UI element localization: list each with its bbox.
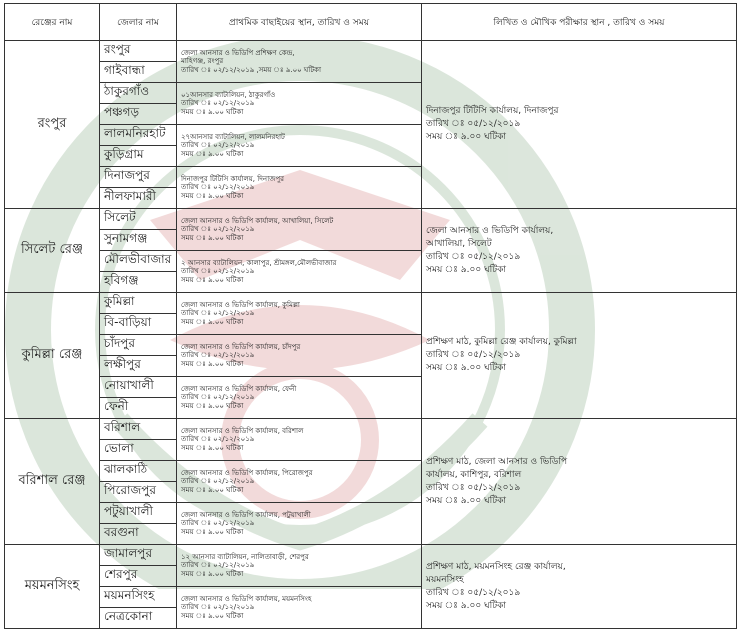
prelim-venue-line: জেলা আনসার ও ভিডিপি কার্যালয়, পটুয়াখালী bbox=[181, 510, 311, 519]
district-name: শেরপুর bbox=[100, 566, 177, 587]
prelim-venue-line: তারিখ ঃ ০২/১২/২০১৯ bbox=[181, 99, 255, 108]
prelim-venue-line: জেলা আনসার ও ভিডিপি কার্যালয়, পিরোজপুর bbox=[181, 468, 313, 477]
district-name: ময়মনসিংহ bbox=[100, 587, 177, 608]
prelim-venue-line: ১২ আনসার ব্যাটালিয়ন, নালিতাবাড়ী, শেরপুর bbox=[181, 552, 309, 561]
header-district-name: জেলার নাম bbox=[100, 4, 177, 41]
district-name: রংপুর bbox=[100, 41, 177, 62]
prelim-venue-cell bbox=[177, 419, 422, 461]
district-name: বি-বাড়িয়া bbox=[100, 314, 177, 335]
prelim-venue-line: তারিখ ঃ ০২/১২/২০১৯ bbox=[181, 393, 255, 402]
prelim-venue-cell bbox=[177, 461, 422, 503]
prelim-venue-line: তারিখ ঃ ০২/১২/২০১৯ bbox=[181, 603, 255, 612]
district-name: পিরোজপুর bbox=[100, 482, 177, 503]
district-name: চাঁদপুর bbox=[100, 335, 177, 356]
prelim-venue-line: তারিখ ঃ ০২/১২/২০১৯ bbox=[181, 267, 255, 276]
prelim-venue-line: সময় ঃ ৯.০০ ঘটিকা bbox=[181, 485, 244, 494]
written-venue-line: তারিখ ঃ ০৫/১২/২০১৯ bbox=[426, 251, 521, 262]
prelim-venue-line: ২৭আনসার ব্যাটালিয়ন, লালমনিরহাট bbox=[181, 132, 285, 141]
district-name: ভোলা bbox=[100, 440, 177, 461]
prelim-venue-line: মাহিগঞ্জ, রংপুর bbox=[181, 57, 224, 66]
written-venue-cell bbox=[422, 545, 737, 629]
district-name: বরগুনা bbox=[100, 524, 177, 545]
written-venue-line: প্রশিক্ষণ মাঠ, জেলা আনসার ও ভিডিপি bbox=[426, 456, 568, 467]
district-name: মৌলভীবাজার bbox=[100, 251, 177, 272]
district-name: লক্ষীপুর bbox=[100, 356, 177, 377]
prelim-venue-line: তারিখ ঃ ০২/১২/২০১৯ bbox=[181, 351, 255, 360]
written-venue-line: সময় ঃ ৯.০০ ঘটিকা bbox=[426, 363, 507, 373]
table-header-row bbox=[5, 4, 737, 41]
written-venue-line: সময় ঃ ৯.০০ ঘটিকা bbox=[426, 132, 507, 142]
exam-schedule-table bbox=[4, 3, 737, 629]
prelim-venue-line: তারিখ ঃ ০২/১২/২০১৯ bbox=[181, 309, 255, 318]
written-venue-line: ময়মনসিংহ bbox=[426, 574, 464, 585]
prelim-venue-line: সময় ঃ ৯.০০ ঘটিকা bbox=[181, 149, 244, 158]
prelim-venue-cell bbox=[177, 83, 422, 125]
written-venue-line: তারিখ ঃ ০৫/১২/২০১৯ bbox=[426, 119, 521, 129]
prelim-venue-line: সময় ঃ ৯.০০ ঘটিকা bbox=[181, 611, 244, 620]
prelim-venue-line: সময় ঃ ৯.০০ ঘটিকা bbox=[181, 569, 244, 578]
district-name: বরিশাল bbox=[100, 419, 177, 440]
prelim-venue-cell bbox=[177, 209, 422, 251]
prelim-venue-line: তারিখ ঃ ০২/১২/২০১৯ bbox=[181, 183, 255, 192]
prelim-venue-line: তারিখ ঃ ০২/১২/২০১৯ bbox=[181, 519, 255, 528]
district-name: ঝালকাঠি bbox=[100, 461, 177, 482]
district-name: নেত্রকোনা bbox=[100, 608, 177, 629]
written-venue-line: জেলা আনসার ও ভিডিপি কার্যালয়, bbox=[426, 225, 554, 236]
prelim-venue-line: সময় ঃ ৯.০০ ঘটিকা bbox=[181, 317, 244, 326]
table-row bbox=[5, 293, 737, 314]
prelim-venue-cell bbox=[177, 587, 422, 629]
written-venue-line: সময় ঃ ৯.০০ ঘটিকা bbox=[426, 495, 507, 506]
prelim-venue-line: সময় ঃ ৯.০০ ঘটিকা bbox=[181, 527, 244, 536]
header-written-venue: লিখিত ও মৌখিক পরীক্ষার স্থান , তারিখ ও সময় bbox=[422, 4, 737, 41]
written-venue-line: সময় ঃ ৯.০০ ঘটিকা bbox=[426, 264, 507, 275]
district-name: নীলফামারী bbox=[100, 188, 177, 209]
table-body bbox=[5, 41, 737, 629]
prelim-venue-line: জেলা আনসার ও ভিডিপি কার্যালয়, ময়মনসিংহ bbox=[181, 594, 312, 603]
prelim-venue-line: সময় ঃ ৯.০০ ঘটিকা bbox=[181, 275, 244, 284]
prelim-venue-line: ০১আনসার ব্যাটালিয়ন, ঠাকুরগাঁও bbox=[181, 90, 276, 99]
prelim-venue-line: জেলা আনসার ও ভিডিপি কার্যালয়, বরিশাল bbox=[181, 426, 304, 435]
prelim-venue-cell bbox=[177, 41, 422, 83]
written-venue-line: তারিখ ঃ ০৫/১২/২০১৯ bbox=[426, 587, 521, 598]
table-row bbox=[5, 209, 737, 230]
written-venue-line: দিনাজপুর টিটিসি কার্যালয়, দিনাজপুর bbox=[426, 106, 559, 116]
written-venue-line: সময় ঃ ৯.০০ ঘটিকা bbox=[426, 600, 507, 611]
range-name: কুমিল্লা রেঞ্জ bbox=[5, 293, 100, 419]
district-name: সিলেট bbox=[100, 209, 177, 230]
district-name: সুনামগঞ্জ bbox=[100, 230, 177, 251]
district-name: হবিগঞ্জ bbox=[100, 272, 177, 293]
prelim-venue-line: জেলা আনসার ও ভিডিপি কার্যালয়, চাঁদপুর bbox=[181, 342, 301, 351]
prelim-venue-cell bbox=[177, 335, 422, 377]
table-row bbox=[5, 41, 737, 62]
prelim-venue-cell bbox=[177, 377, 422, 419]
district-name: কুড়িগ্রাম bbox=[100, 146, 177, 167]
table-row bbox=[5, 419, 737, 440]
district-name: লালমনিরহাট bbox=[100, 125, 177, 146]
prelim-venue-line: জেলা আনসার ও ভিডিপি কার্যালয়, কুমিল্লা bbox=[181, 300, 300, 309]
prelim-venue-cell bbox=[177, 251, 422, 293]
prelim-venue-line: তারিখ ঃ ০২/১২/২০১৯ bbox=[181, 477, 255, 486]
district-name: দিনাজপুর bbox=[100, 167, 177, 188]
range-name: বরিশাল রেঞ্জ bbox=[5, 419, 100, 545]
district-name: পঞ্চগড় bbox=[100, 104, 177, 125]
written-venue-line: প্রশিক্ষণ মাঠ, কুমিল্লা রেঞ্জ কার্যালয়, কুমিল্লা bbox=[426, 337, 577, 347]
district-name: গাইবান্ধা bbox=[100, 62, 177, 83]
table-row bbox=[5, 545, 737, 566]
prelim-venue-line: সময় ঃ ৯.০০ ঘটিকা bbox=[181, 233, 244, 242]
range-name: সিলেট রেঞ্জ bbox=[5, 209, 100, 293]
header-prelim-venue: প্রাথমিক বাছাইয়ের স্থান, তারিখ ও সময় bbox=[177, 4, 422, 41]
prelim-venue-line: তারিখ ঃ ০২/১২/২০১৯ bbox=[181, 225, 255, 234]
district-name: কুমিল্লা bbox=[100, 293, 177, 314]
prelim-venue-cell bbox=[177, 167, 422, 209]
prelim-venue-line: তারিখ ঃ ০২/১২/২০১৯ bbox=[181, 141, 255, 150]
district-name: জামালপুর bbox=[100, 545, 177, 566]
written-venue-line: আখালিয়া, সিলেট bbox=[426, 238, 492, 249]
district-name: ফেনী bbox=[100, 398, 177, 419]
prelim-venue-line: জেলা আনসার ও ভিডিপি কার্যালয়, আখালিয়া, সিলেট bbox=[181, 216, 334, 225]
range-name: ময়মনসিংহ bbox=[5, 545, 100, 629]
written-venue-cell bbox=[422, 209, 737, 293]
prelim-venue-line: জেলা আনসার ও ভিডিপি কার্যালয়, ফেনী bbox=[181, 384, 297, 393]
prelim-venue-line: দিনাজপুর টিটিসি কার্যালয়, দিনাজপুর bbox=[181, 174, 284, 183]
written-venue-cell bbox=[422, 419, 737, 545]
range-name: রংপুর bbox=[5, 41, 100, 209]
written-venue-line: তারিখ ঃ ০৫/১২/২০১৯ bbox=[426, 482, 521, 493]
prelim-venue-line: তারিখ ঃ ০২/১২/২০১৯ bbox=[181, 561, 255, 570]
prelim-venue-line: তারিখ ঃ ০২/১২/২০১৯ ,সময় ঃ ৯.০০ ঘটিকা bbox=[181, 65, 321, 74]
prelim-venue-line: সময় ঃ ৯.০০ ঘটিকা bbox=[181, 359, 244, 368]
prelim-venue-line: জেলা আনসার ও ভিডিপি প্রশিক্ষণ কেন্দ্র, bbox=[181, 48, 295, 57]
written-venue-line: কার্যালয়, কাশিপুর, বরিশাল bbox=[426, 469, 522, 480]
written-venue-line: প্রশিক্ষণ মাঠ, ময়মনসিংহ রেঞ্জ কার্যালয়, bbox=[426, 561, 566, 572]
prelim-venue-line: সময় ঃ ৯.০০ ঘটিকা bbox=[181, 443, 244, 452]
written-venue-line: তারিখ ঃ ০৫/১২/২০১৯ bbox=[426, 350, 521, 360]
prelim-venue-line: সময় ঃ ৯.০০ ঘটিকা bbox=[181, 107, 244, 116]
header-range-name: রেঞ্জের নাম bbox=[5, 4, 100, 41]
written-venue-cell bbox=[422, 41, 737, 209]
prelim-venue-cell bbox=[177, 503, 422, 545]
prelim-venue-line: ২ আনসার ব্যাটালিয়ন, কালাপুর, শ্রীমঙ্গল,মৌলভীবাজার bbox=[181, 258, 337, 267]
prelim-venue-line: তারিখ ঃ ০২/১২/২০১৯ bbox=[181, 435, 255, 444]
prelim-venue-line: সময় ঃ ৯.০০ ঘটিকা bbox=[181, 401, 244, 410]
prelim-venue-cell bbox=[177, 125, 422, 167]
district-name: ঠাকুরগাঁও bbox=[100, 83, 177, 104]
prelim-venue-line: সময় ঃ ৯.০০ ঘটিকা bbox=[181, 191, 244, 200]
prelim-venue-cell bbox=[177, 545, 422, 587]
district-name: নোয়াখালী bbox=[100, 377, 177, 398]
district-name: পটুয়াখালী bbox=[100, 503, 177, 524]
prelim-venue-cell bbox=[177, 293, 422, 335]
written-venue-cell bbox=[422, 293, 737, 419]
